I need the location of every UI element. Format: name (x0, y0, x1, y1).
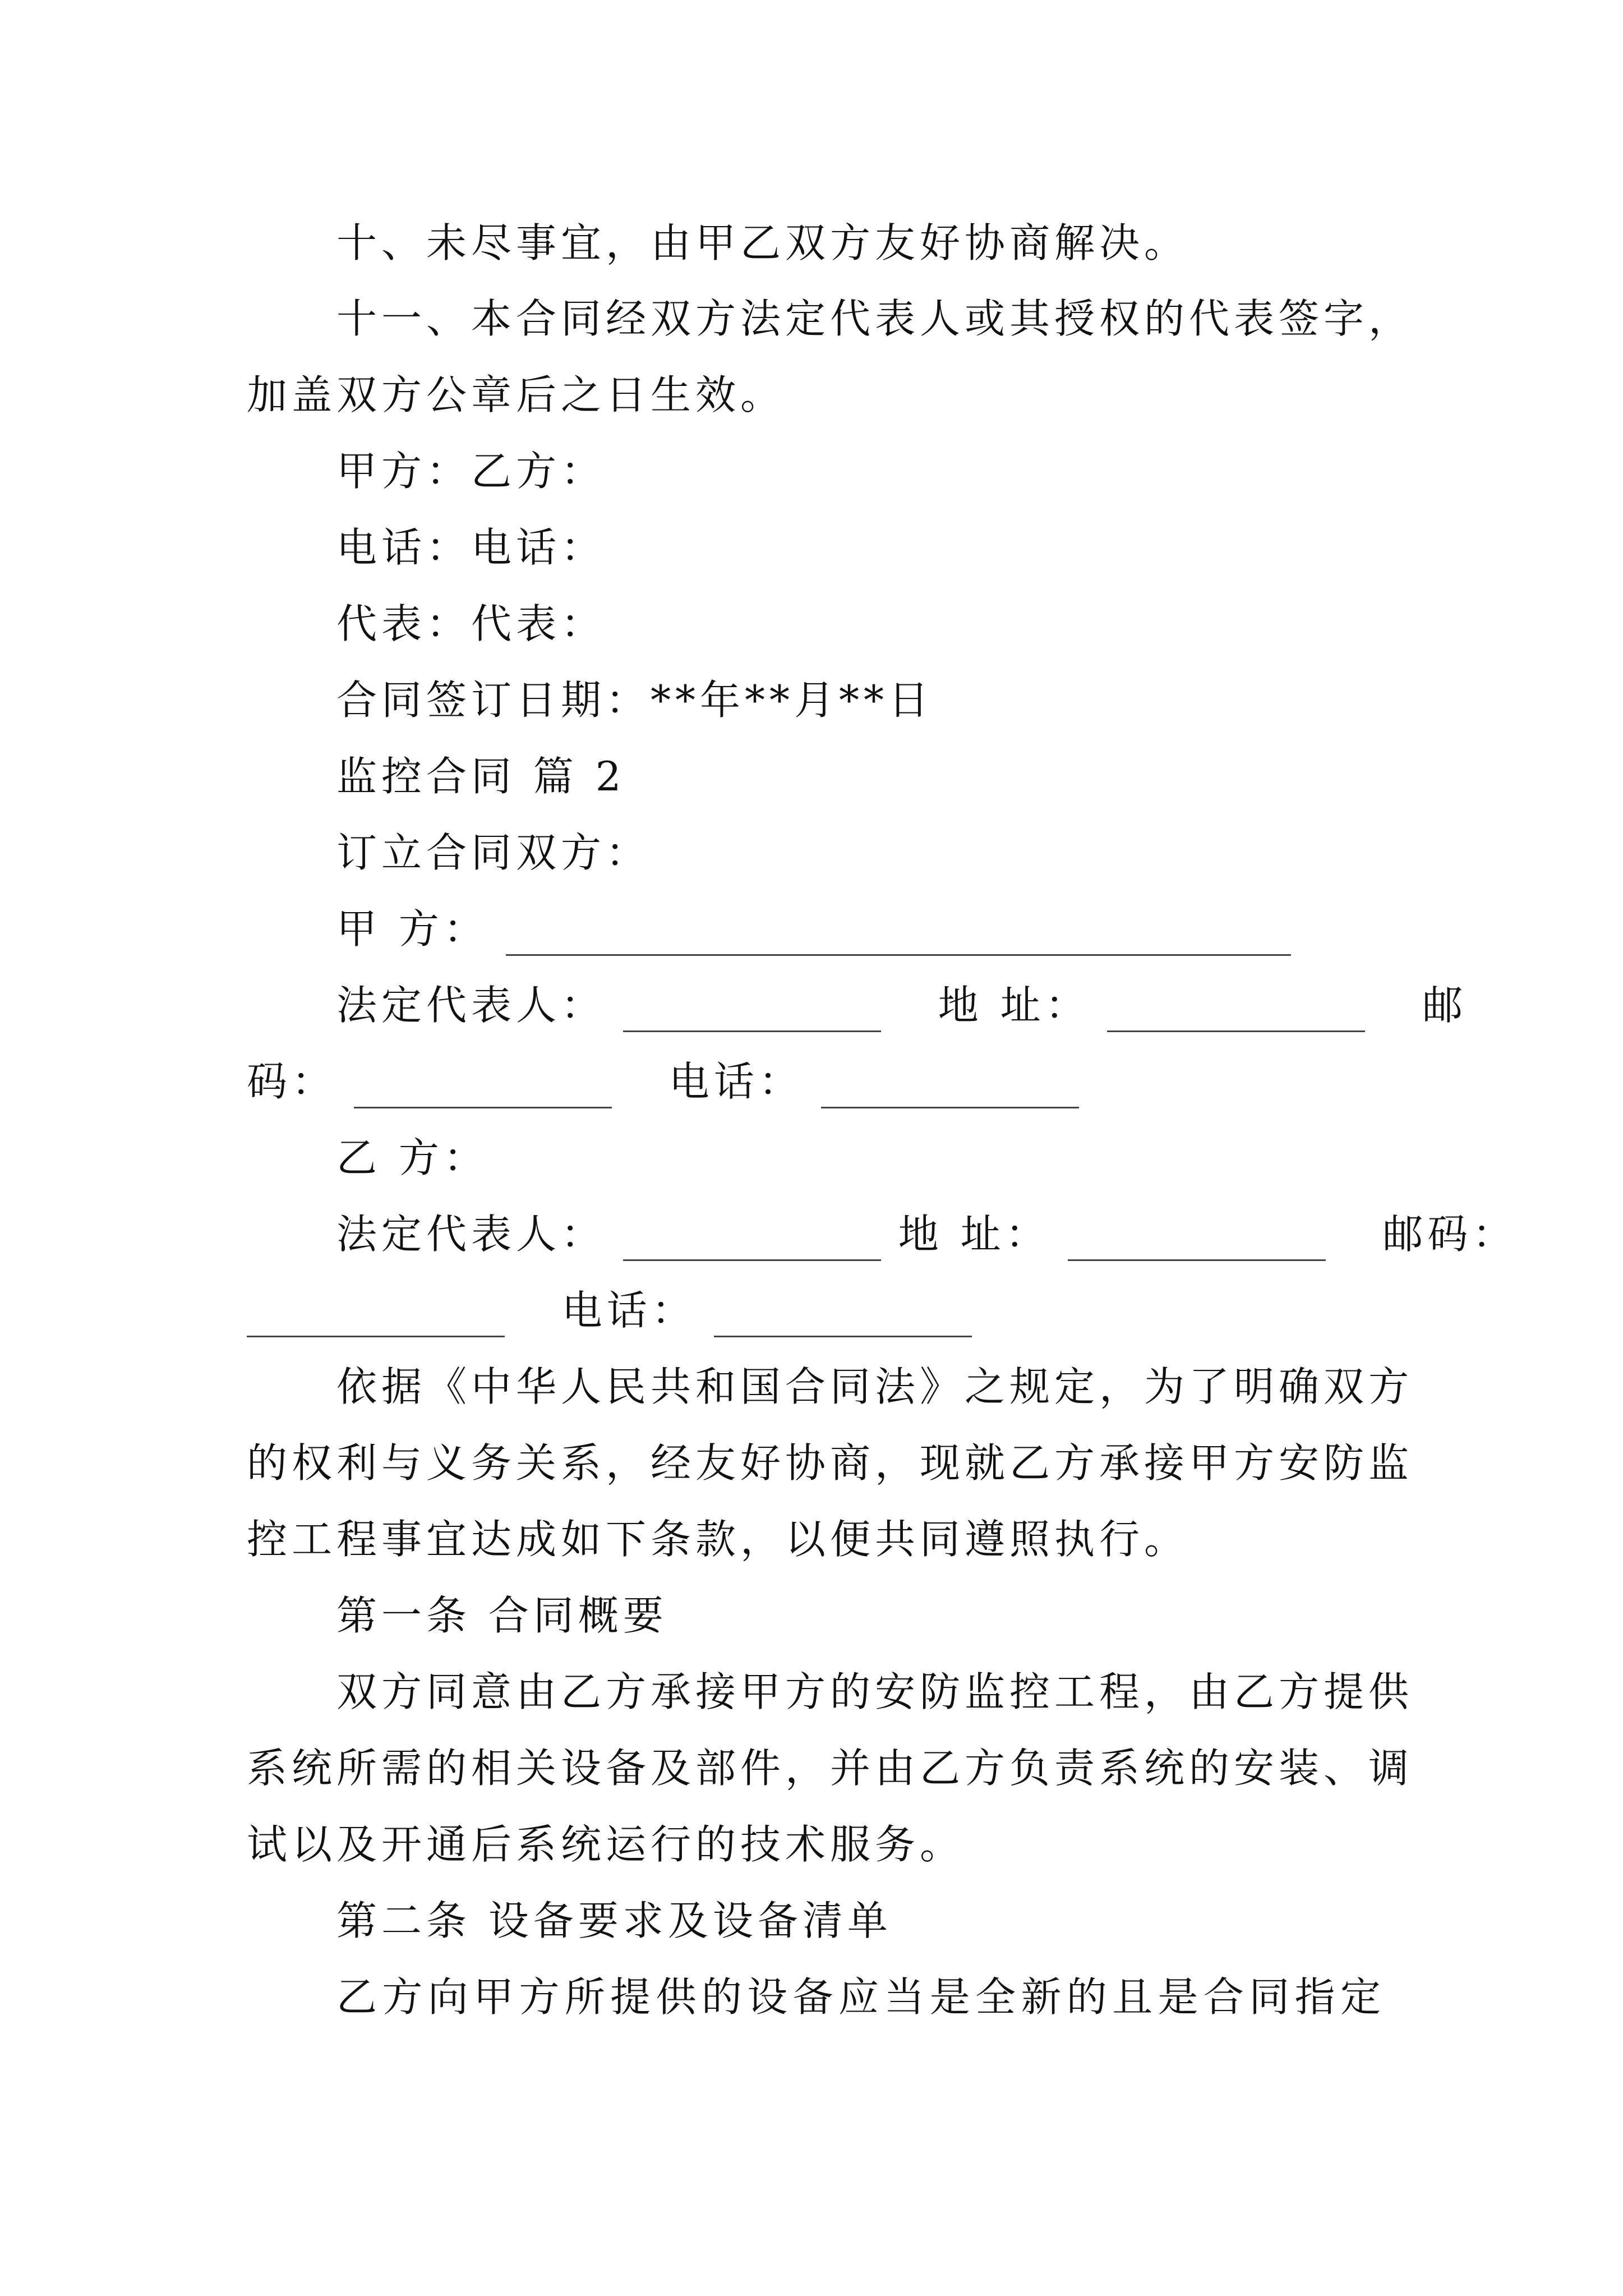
party-a-label: 甲 方： (336, 905, 488, 953)
party-b-details-line-1 (336, 1207, 1518, 1261)
party-b-address-label: 地 址： (898, 1211, 1050, 1258)
clause-10: 十、未尽事宜，由甲乙双方友好协商解决。 (336, 219, 1189, 266)
article-1-line-3: 试以及开通后系统运行的技术服务。 (247, 1821, 965, 1868)
article-1-line-2: 系统所需的相关设备及部件，并由乙方负责系统的安装、调 (247, 1745, 1414, 1792)
preamble-line-2: 的权利与义务关系，经友好协商，现就乙方承接甲方安防监 (247, 1439, 1414, 1487)
party-b-postcode-blank[interactable] (247, 1296, 505, 1337)
section-heading: 监控合同 篇 2 (336, 753, 626, 800)
article-1-heading: 第一条 合同概要 (336, 1592, 668, 1639)
article-2-heading: 第二条 设备要求及设备清单 (336, 1897, 892, 1944)
party-a-phone-blank[interactable] (821, 1068, 1079, 1108)
signing-date-line: 合同签订日期：**年**月**日 (336, 677, 934, 724)
phone-line: 电话：电话： (336, 524, 606, 571)
party-a-address-blank[interactable] (1107, 991, 1365, 1032)
party-a-blank[interactable] (506, 915, 1291, 956)
party-a-postcode-blank[interactable] (354, 1068, 612, 1108)
party-a-postcode-label-part-1: 邮 (1422, 982, 1468, 1029)
party-b-postcode-label: 邮码： (1382, 1211, 1518, 1258)
party-b-address-blank[interactable] (1068, 1220, 1326, 1261)
party-names-line: 甲方：乙方： (336, 448, 606, 495)
party-a-legal-rep-blank[interactable] (623, 991, 881, 1032)
party-a-postcode-label-part-2: 码： (247, 1058, 337, 1105)
party-b-line: 乙 方： (336, 1134, 488, 1181)
party-a-phone-label: 电话： (668, 1058, 804, 1105)
party-a-details-line-2 (247, 1055, 1385, 1108)
party-b-phone-blank[interactable] (714, 1296, 972, 1337)
representative-line: 代表：代表： (336, 600, 606, 647)
party-a-address-label: 地 址： (938, 982, 1090, 1029)
article-2-line-1: 乙方向甲方所提供的设备应当是全新的且是合同指定 (336, 1973, 1385, 2021)
party-a-line (336, 902, 1385, 956)
party-a-details-line-1 (336, 978, 1468, 1032)
clause-11-line-2: 加盖双方公章后之日生效。 (247, 371, 786, 418)
party-b-legal-rep-label: 法定代表人： (336, 1211, 606, 1258)
preamble-line-1: 依据《中华人民共和国合同法》之规定，为了明确双方 (336, 1363, 1414, 1410)
contract-parties-heading: 订立合同双方： (336, 829, 651, 876)
party-b-legal-rep-blank[interactable] (623, 1220, 881, 1261)
party-a-legal-rep-label: 法定代表人： (336, 982, 606, 1029)
article-1-line-1: 双方同意由乙方承接甲方的安防监控工程，由乙方提供 (336, 1668, 1414, 1715)
party-b-phone-label: 电话： (561, 1287, 697, 1334)
preamble-line-3: 控工程事宜达成如下条款，以便共同遵照执行。 (247, 1516, 1189, 1563)
party-b-details-line-2 (247, 1283, 1385, 1337)
clause-11-line-1: 十一、本合同经双方法定代表人或其授权的代表签字， (336, 295, 1414, 342)
